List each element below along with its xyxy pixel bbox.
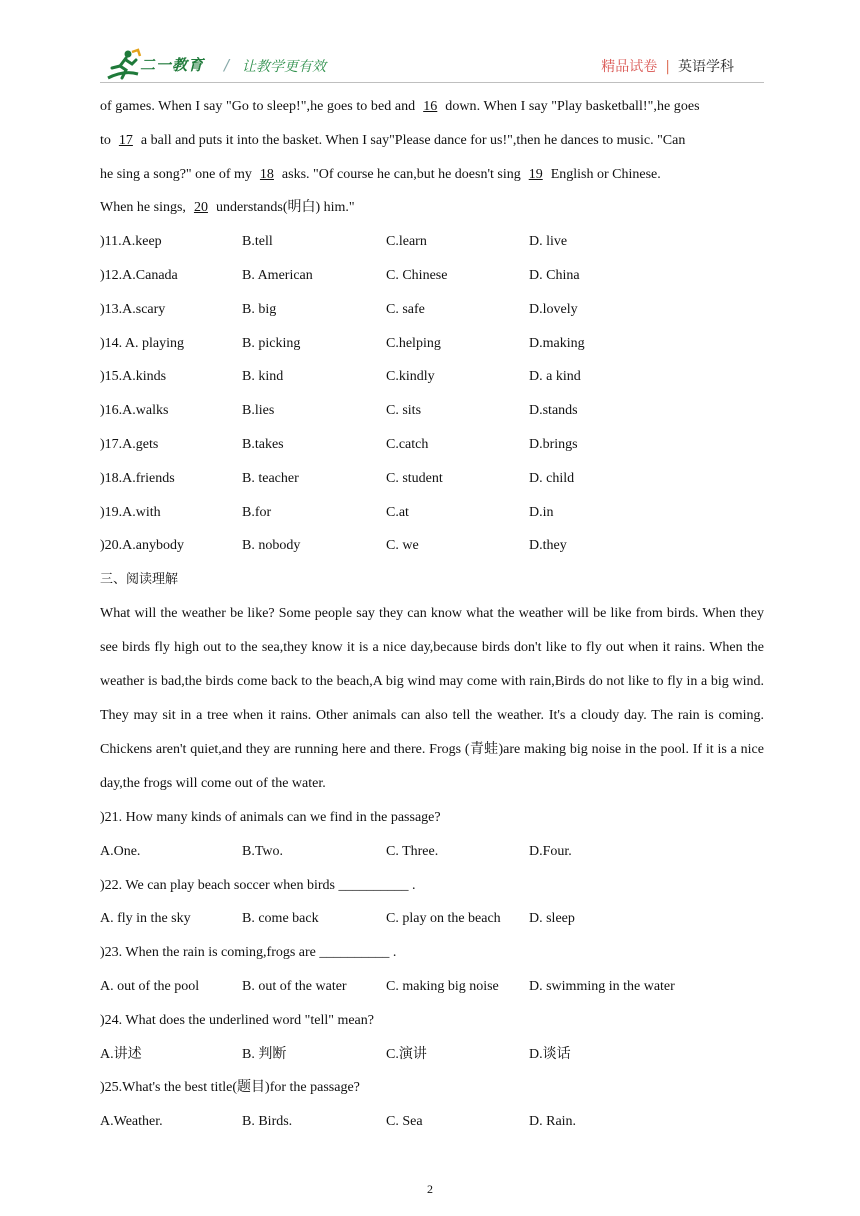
option-b: B. come back [242,911,319,927]
option-b: B. American [242,267,313,283]
passage-text: down. When I say "Play basketball!",he goes [445,99,700,114]
reading-passage: What will the weather be like? Some people say they can know what the weather will be like from birds. When they see birds fly high out to the sea,they know it is a nice day,because birds don't like to fly out when it rains. When the weather is bad,the birds come back to the beach,A big wind may come with rain,Birds do not like to fly in a big wind. They may sit in a tree when it rains. Other animals can also tell the weather. It's a cloudy day. The rain is coming. Chickens aren't quiet,and they are running here and there. Frogs (青蛙)are making big noise in the pool. If it is a nice day,the frogs will come out of the water. [100,605,764,791]
option-b: B.Two. [242,843,284,859]
passage-text: When he sings, [100,200,186,216]
blank-17: 17 [118,132,133,148]
option-a: )16.A.walks [100,403,169,419]
option-a: )12.A.Canada [100,267,178,283]
option-c: C. safe [386,301,425,317]
option-c: C. making big noise [386,978,499,994]
option-d: D.stands [529,403,578,419]
blank-20: 20 [193,200,208,216]
cloze-option-row [100,225,764,259]
option-a: A. fly in the sky [100,911,191,927]
blank-19: 19 [528,166,543,182]
option-d: D.in [529,504,554,520]
passage-text: to [100,132,111,148]
brand-slogan: 让教学更有效 [242,59,326,75]
option-b: B.takes [242,436,284,452]
page-number: 2 [427,1182,433,1196]
option-d: D.谈话 [529,1046,571,1062]
passage-line [100,191,764,225]
cloze-option-row [100,394,764,428]
question-options [100,1105,764,1139]
option-b: B. picking [242,335,301,351]
brand-name: 二一教育 [140,56,205,74]
question-stem: )21. How many kinds of animals can we find in the passage? [100,809,441,825]
option-b: B.for [242,504,272,520]
cloze-option-row [100,529,764,563]
option-c: C.catch [386,436,429,452]
passage-text: of games. When I say "Go to sleep!",he goes to bed and [100,99,416,114]
option-d: D.Four. [529,843,572,859]
option-c: C.helping [386,335,441,351]
header-rule [100,82,764,83]
premium-tag: 精品试卷 [601,59,658,75]
option-c: C.演讲 [386,1046,427,1062]
header-separator: | [665,59,670,75]
question-options [100,835,764,869]
option-a: )15.A.kinds [100,369,167,385]
option-d: D. live [529,234,568,250]
option-d: D.lovely [529,301,578,317]
option-c: C. play on the beach [386,911,501,927]
question-options [100,902,764,936]
option-d: D.they [529,538,567,554]
option-a: )11.A.keep [100,234,162,250]
passage-text: he sing a song?" one of my [100,166,252,182]
option-a: A.Weather. [100,1114,163,1130]
question-stem: )24. What does the underlined word "tell" mean? [100,1012,374,1028]
cloze-option-row [100,327,764,361]
option-c: C. sits [386,403,422,419]
cloze-option-row [100,462,764,496]
passage-text: a ball and puts it into the basket. When I say"Please dance for us!",then he dances to music. "Can [140,132,686,148]
option-a: )19.A.with [100,504,161,520]
page-header [0,0,860,84]
question-options [100,1038,764,1072]
option-b: B. teacher [242,470,299,486]
option-a: )13.A.scary [100,301,166,317]
blank-16: 16 [423,99,438,114]
option-c: C. Three. [386,843,439,859]
question-stem: )22. We can play beach soccer when birds __________ . [100,877,416,893]
option-a: A.讲述 [100,1046,142,1062]
subject-label: 英语学科 [678,59,734,75]
option-a: A. out of the pool [100,978,200,994]
cloze-option-row [100,259,764,293]
option-a: )18.A.friends [100,470,175,486]
question-stem: )23. When the rain is coming,frogs are __________ . [100,945,397,961]
question-options [100,970,764,1004]
option-d: D. China [529,267,580,283]
option-b: B. out of the water [242,978,347,994]
cloze-option-row [100,428,764,462]
option-c: C. Sea [386,1114,423,1130]
option-c: C. we [386,538,419,554]
option-b: B. Birds. [242,1114,293,1130]
option-d: D. a kind [529,369,581,385]
option-c: C.learn [386,234,427,250]
option-b: B. 判断 [242,1046,287,1062]
option-c: C.kindly [386,369,435,385]
option-d: D. Rain. [529,1114,577,1130]
option-d: D. swimming in the water [529,978,675,994]
exam-content [100,90,764,1139]
option-a: )17.A.gets [100,436,159,452]
header-divider-slash: / [224,56,230,74]
section-title: 三、阅读理解 [100,572,179,588]
cloze-option-row [100,360,764,394]
blank-18: 18 [259,166,274,182]
option-d: D.brings [529,436,578,452]
passage-text: English or Chinese. [550,166,661,182]
option-a: A.One. [100,843,141,859]
cloze-option-row [100,496,764,530]
option-a: )20.A.anybody [100,538,184,554]
header-right [601,56,734,76]
option-c: C.at [386,504,409,520]
option-c: C. student [386,470,443,486]
option-b: B. big [242,301,277,317]
option-a: )14. A. playing [100,335,184,351]
option-c: C. Chinese [386,267,448,283]
option-b: B. nobody [242,538,301,554]
question-stem: )25.What's the best title(题目)for the passage? [100,1080,360,1096]
passage-line [100,124,764,158]
option-d: D. child [529,470,575,486]
option-d: D. sleep [529,911,575,927]
cloze-option-row [100,293,764,327]
option-d: D.making [529,335,585,351]
passage-line [100,90,764,124]
passage-line [100,158,764,192]
option-b: B.lies [242,403,275,419]
option-b: B. kind [242,369,284,385]
passage-text: understands(明白) him." [215,200,355,216]
passage-text: asks. "Of course he can,but he doesn't sing [281,166,521,182]
option-b: B.tell [242,234,273,250]
